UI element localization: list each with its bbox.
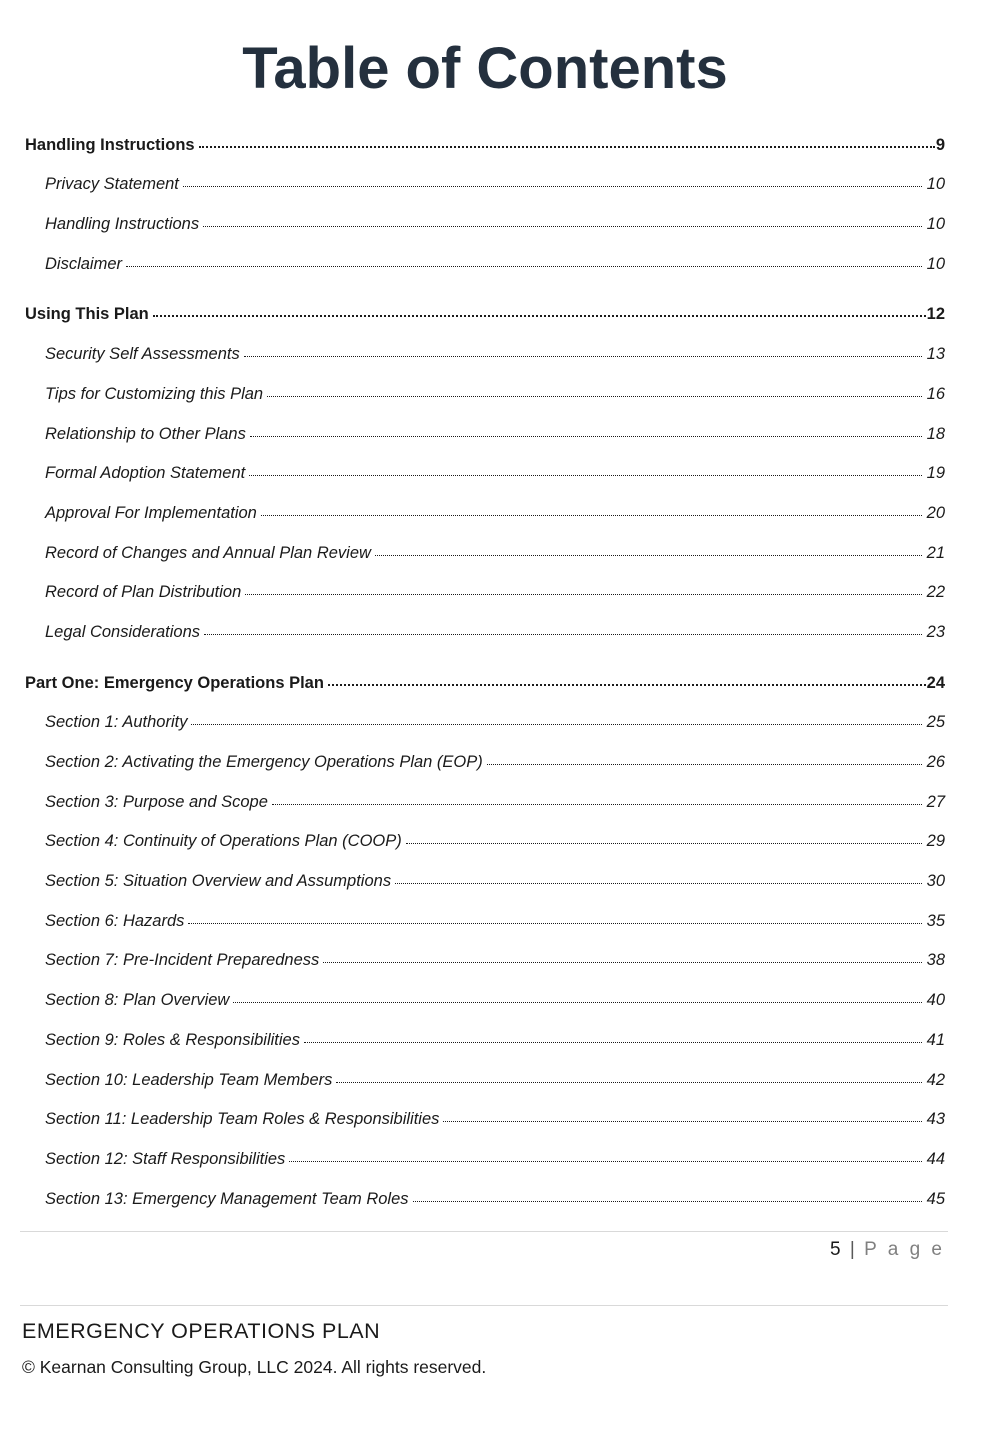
toc-entry-page: 25: [926, 713, 945, 732]
toc-entry-label: Section 5: Situation Overview and Assumptions: [45, 872, 392, 891]
toc-entry-page: 22: [926, 583, 945, 602]
toc-leader-dots: [126, 266, 922, 267]
toc-entry[interactable]: [25, 1110, 945, 1150]
toc-entry-page: 13: [926, 345, 945, 364]
toc-entry[interactable]: [25, 832, 945, 872]
toc-entry-page: 10: [926, 175, 945, 194]
toc-entry-page: 27: [926, 792, 945, 811]
toc-entry-label: Section 13: Emergency Management Team Roles: [45, 1189, 409, 1208]
toc-entry-page: 40: [926, 991, 945, 1010]
toc-entry-label: Using This Plan: [25, 305, 149, 324]
toc-leader-dots: [199, 146, 935, 148]
toc-leader-dots: [244, 356, 922, 357]
toc-entry[interactable]: [25, 991, 945, 1031]
toc-entry[interactable]: [25, 1150, 945, 1190]
toc-leader-dots: [443, 1121, 921, 1122]
toc-leader-dots: [304, 1042, 922, 1043]
toc-entry-page: 26: [926, 753, 945, 771]
toc-entry-label: Legal Considerations: [45, 622, 201, 641]
toc-entry[interactable]: [25, 583, 945, 623]
toc-entry-page: 30: [926, 872, 945, 891]
toc-entry[interactable]: [25, 753, 945, 793]
toc-entry[interactable]: [25, 305, 945, 345]
toc-leader-dots: [191, 724, 921, 725]
toc-entry-page: 24: [926, 673, 945, 692]
toc-entry-page: 19: [926, 464, 945, 483]
toc-entry-label: Privacy Statement: [45, 175, 179, 194]
toc-entry[interactable]: [25, 175, 945, 215]
toc-entry-label: Approval For Implementation: [45, 503, 257, 522]
toc-leader-dots: [375, 555, 922, 556]
toc-entry[interactable]: [25, 464, 945, 504]
toc-entry-page: 38: [926, 951, 945, 970]
toc-leader-dots: [249, 475, 921, 476]
toc-leader-dots: [261, 515, 922, 516]
toc-entry-label: Section 11: Leadership Team Roles & Responsibilities: [45, 1110, 440, 1129]
page-number: 5: [830, 1239, 841, 1261]
toc-leader-dots: [323, 962, 921, 963]
toc-entry-page: 42: [926, 1070, 945, 1089]
toc-entry-label: Security Self Assessments: [45, 345, 240, 364]
toc-entry-label: Section 4: Continuity of Operations Plan (COOP): [45, 832, 402, 851]
toc-entry-page: 35: [926, 911, 945, 930]
toc-entry-page: 41: [926, 1030, 945, 1049]
toc-entry-page: 21: [926, 543, 945, 562]
footer-doc-title: EMERGENCY OPERATIONS PLAN: [22, 1319, 381, 1344]
toc-entry-page: 43: [926, 1110, 945, 1129]
toc-leader-dots: [328, 684, 926, 686]
toc-entry-page: 45: [926, 1189, 945, 1208]
toc-entry[interactable]: [25, 674, 945, 714]
toc-entry-page: 20: [926, 503, 945, 522]
toc-entry[interactable]: [25, 255, 945, 295]
toc-entry-page: 10: [926, 254, 945, 273]
toc-entry[interactable]: [25, 713, 945, 753]
page-title: Table of Contents: [242, 36, 728, 101]
toc-entry-label: Section 6: Hazards: [45, 911, 185, 930]
toc-entry-label: Handling Instructions: [45, 215, 200, 234]
footer-divider-second: [20, 1305, 948, 1306]
toc-entry-label: Part One: Emergency Operations Plan: [25, 673, 324, 692]
toc-entry-label: Section 12: Staff Responsibilities: [45, 1149, 286, 1168]
toc-entry-label: Formal Adoption Statement: [45, 464, 246, 483]
toc-leader-dots: [153, 315, 926, 317]
toc-entry-page: 44: [926, 1149, 945, 1168]
toc-leader-dots: [272, 804, 922, 805]
toc-leader-dots: [413, 1201, 922, 1202]
toc-entry[interactable]: [25, 136, 945, 176]
toc-entry-label: Record of Changes and Annual Plan Review: [45, 543, 371, 562]
page-word: P a g e: [864, 1239, 945, 1261]
toc-entry-page: 29: [926, 832, 945, 851]
toc-entry-label: Section 9: Roles & Responsibilities: [45, 1030, 300, 1049]
toc-entry[interactable]: [25, 504, 945, 544]
page-number-separator: |: [849, 1239, 855, 1261]
toc-entry-label: Record of Plan Distribution: [45, 583, 242, 602]
toc-leader-dots: [183, 186, 922, 187]
toc-entry-label: Section 7: Pre-Incident Preparedness: [45, 951, 320, 970]
toc-entry[interactable]: [25, 951, 945, 991]
toc-entry-label: Section 1: Authority: [45, 713, 188, 732]
toc-entry-page: 12: [926, 305, 945, 324]
toc-leader-dots: [289, 1161, 921, 1162]
toc-leader-dots: [267, 396, 922, 397]
toc-leader-dots: [406, 843, 922, 844]
footer-copyright: © Kearnan Consulting Group, LLC 2024. All rights reserved.: [22, 1357, 487, 1378]
toc-entry[interactable]: [25, 215, 945, 255]
toc-entry-label: Tips for Customizing this Plan: [45, 384, 264, 403]
toc-entry-page: 9: [935, 135, 945, 154]
toc-entry[interactable]: [25, 623, 945, 663]
toc-entry[interactable]: [25, 385, 945, 425]
toc-entry-page: 16: [926, 384, 945, 403]
toc-entry-label: Section 3: Purpose and Scope: [45, 792, 268, 811]
toc-entry-label: Relationship to Other Plans: [45, 424, 246, 443]
toc-leader-dots: [188, 923, 921, 924]
toc-entry-label: Disclaimer: [45, 254, 123, 273]
toc-entry[interactable]: [25, 544, 945, 584]
toc-entry-label: Section 2: Activating the Emergency Operations Plan (EOP): [45, 753, 483, 771]
toc-entry[interactable]: [25, 1031, 945, 1071]
toc-list: [25, 136, 945, 1230]
page-number-line: [25, 1239, 945, 1261]
toc-entry[interactable]: [25, 872, 945, 912]
toc-leader-dots: [336, 1082, 921, 1083]
toc-leader-dots: [250, 436, 922, 437]
toc-entry-label: Handling Instructions: [25, 135, 195, 154]
footer-divider: [20, 1231, 948, 1232]
toc-entry-label: Section 10: Leadership Team Members: [45, 1070, 333, 1089]
toc-entry[interactable]: [25, 425, 945, 465]
toc-entry[interactable]: [25, 1071, 945, 1111]
toc-leader-dots: [204, 634, 922, 635]
toc-entry-page: 18: [926, 424, 945, 443]
toc-entry[interactable]: [25, 793, 945, 833]
toc-leader-dots: [233, 1002, 921, 1003]
toc-entry[interactable]: [25, 1190, 945, 1230]
toc-entry[interactable]: [25, 345, 945, 385]
toc-entry-page: 10: [926, 215, 945, 234]
toc-entry-page: 23: [926, 622, 945, 641]
toc-entry-label: Section 8: Plan Overview: [45, 991, 230, 1010]
toc-leader-dots: [245, 594, 921, 595]
toc-entry[interactable]: [25, 912, 945, 952]
toc-leader-dots: [487, 764, 922, 765]
toc-leader-dots: [395, 883, 922, 884]
toc-leader-dots: [203, 226, 922, 227]
